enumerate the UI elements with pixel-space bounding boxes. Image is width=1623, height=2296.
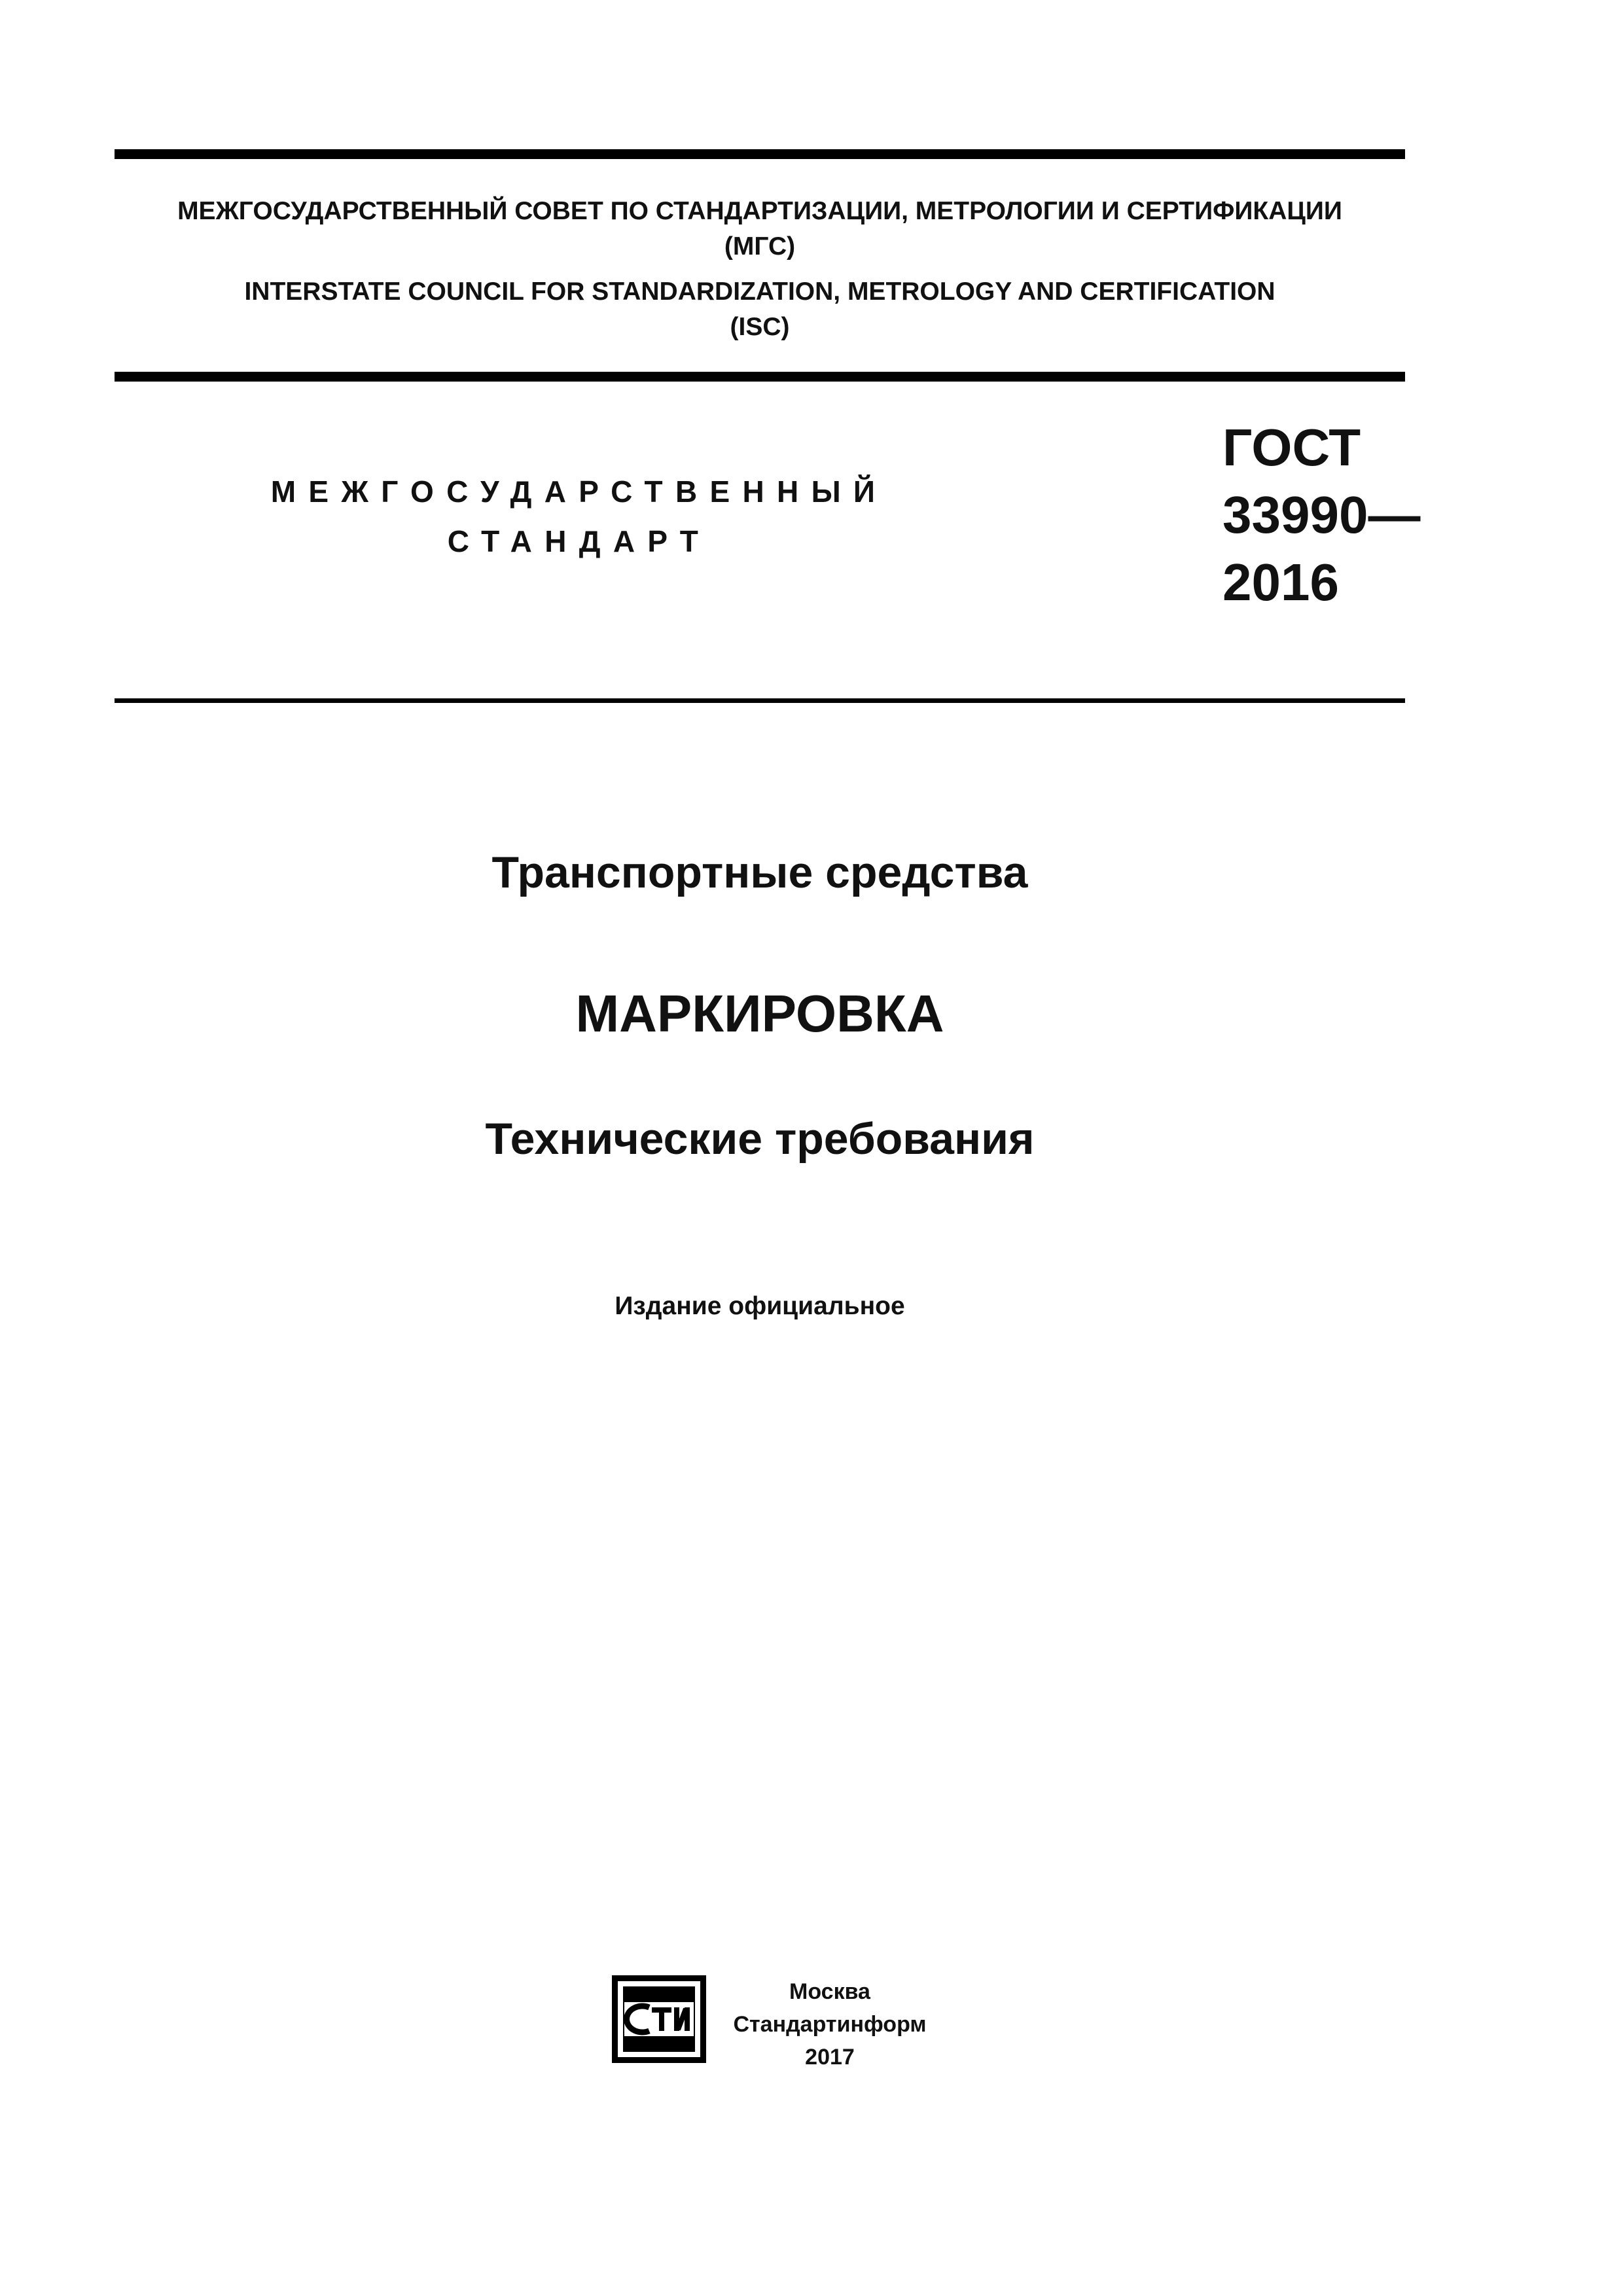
publisher-block — [725, 1975, 935, 2073]
standard-type-line-1: МЕЖГОСУДАРСТВЕННЫЙ — [270, 475, 888, 509]
standard-type-line-2: СТАНДАРТ — [447, 524, 711, 558]
standard-designation — [1222, 414, 1420, 616]
designation-prefix: ГОСТ — [1222, 418, 1361, 476]
top-rule — [115, 149, 1405, 159]
publisher-year: 2017 — [805, 2045, 855, 2070]
council-abbr-ru: (МГС) — [724, 232, 796, 260]
council-name-en: INTERSTATE COUNCIL FOR STANDARDIZATION, METROLOGY AND CERTIFICATION — [244, 278, 1275, 306]
middle-rule — [115, 372, 1405, 382]
document-subject: Транспортные средства — [491, 848, 1028, 897]
lower-rule — [115, 698, 1405, 703]
council-name-ru: МЕЖГОСУДАРСТВЕННЫЙ СОВЕТ ПО СТАНДАРТИЗАЦИИ, МЕТРОЛОГИИ И СЕРТИФИКАЦИИ — [177, 197, 1342, 225]
document-subtitle: Технические требования — [485, 1114, 1035, 1164]
publisher-city: Москва — [789, 1979, 870, 2004]
council-abbr-en: (ISC) — [730, 313, 790, 341]
designation-year: 2016 — [1222, 553, 1339, 611]
document-title: МАРКИРОВКА — [575, 984, 944, 1043]
publisher-name: Стандартинформ — [733, 2012, 927, 2037]
designation-number: 33990— — [1222, 486, 1421, 544]
edition-note: Издание официальное — [615, 1292, 905, 1320]
standartinform-logo-icon — [610, 1973, 708, 2065]
